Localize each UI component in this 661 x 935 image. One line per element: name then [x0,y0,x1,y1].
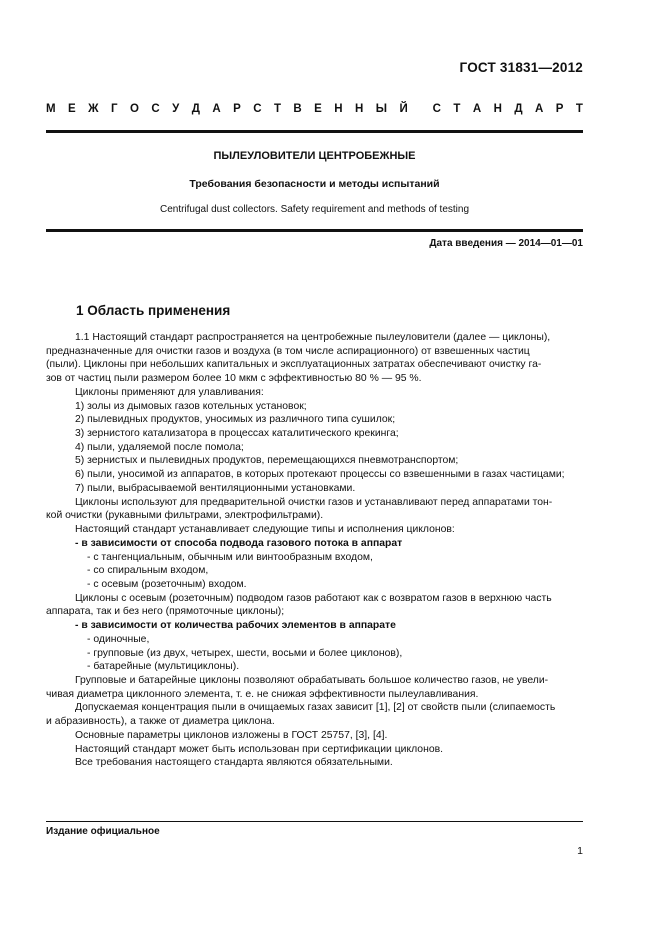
text-line: Все требования настоящего стандарта являются обязательными. [75,757,393,769]
list-item: 2) пылевидных продуктов, уносимых из различного типа сушилок; [75,414,396,426]
title-rule [46,229,583,232]
list-heading: - в зависимости от способа подвода газового потока в аппарат [75,537,403,549]
list-item: 6) пыли, уносимой из аппаратов, в которых протекают процессы со взвешенными в газах частицами; [75,469,565,481]
heading-letter: Р [233,103,241,115]
text-line: зов от частиц пыли размером более 10 мкм с эффективностью 80 % — 95 %. [46,373,422,385]
heading-letter: Т [575,103,583,115]
text-line: Групповые и батарейные циклоны позволяют обрабатывать большое количество газов, не увели- [75,674,549,686]
list-item: - с тангенциальным, обычным или винтообразным входом, [87,551,373,563]
text-line: Циклоны используют для предварительной очистки газов и устанавливают перед аппаратами тон- [75,496,553,508]
footer-rule [46,821,583,822]
list-item: 7) пыли, выбрасываемой вентиляционными установками. [75,482,356,494]
heading-letter: Г [110,103,118,115]
heading-letter: Й [399,103,408,115]
list-item: 1) золы из дымовых газов котельных установок; [75,400,307,412]
text-line: Основные параметры циклонов изложены в ГОСТ 25757, [3], [4]. [75,729,388,741]
section-body [46,331,583,770]
text-line: кой очистки (рукавными фильтрами, электрофильтрами). [46,510,324,522]
heading-letter: С [432,103,441,115]
text-line: Настоящий стандарт устанавливает следующие типы и исполнения циклонов: [75,524,455,536]
list-item: 4) пыли, удаляемой после помола; [75,441,244,453]
heading-letter: У [172,103,180,115]
heading-letter: Д [191,103,200,115]
heading-letter: Н [334,103,343,115]
heading-letter: Е [314,103,322,115]
header-rule [46,130,583,133]
text-line: Циклоны применяют для улавливания: [75,386,264,398]
introduction-date: Дата введения — 2014—01—01 [429,238,583,249]
heading-letter: О [129,103,139,115]
text-line: аппарата, так и без него (прямоточные циклоны); [46,606,285,618]
heading-letter: Д [514,103,523,115]
text-line: (пыли). Циклоны при небольших капитальных и эксплуатационных затратах обеспечивают очистку га- [46,359,542,371]
list-item: - одиночные, [87,633,150,645]
list-heading: - в зависимости от количества рабочих элементов в аппарате [75,620,396,632]
interstate-standard-heading [46,103,583,115]
edition-note: Издание официальное [46,826,160,837]
standard-code: ГОСТ 31831—2012 [459,60,583,75]
heading-letter: А [534,103,544,115]
section-heading: 1 Область применения [76,303,231,318]
list-item: 5) зернистых и пылевидных продуктов, перемещающихся пневмотранспортом; [75,455,459,467]
heading-letter: С [253,103,262,115]
heading-letter: Ж [88,103,99,115]
heading-letter: Р [555,103,564,115]
heading-letter: Н [493,103,502,115]
heading-letter: М [46,103,56,115]
document-subtitle: Требования безопасности и методы испытаний [189,178,440,190]
english-title: Centrifugal dust collectors. Safety requirement and methods of testing [159,204,470,215]
text-line: 1.1 Настоящий стандарт распространяется на центробежные пылеуловители (далее — циклоны), [75,332,551,343]
list-item: 3) зернистого катализатора в процессах каталитического крекинга; [75,428,399,440]
list-item: - со спиральным входом, [87,565,209,577]
heading-letter: В [293,103,302,115]
page-number: 1 [577,845,583,857]
text-line: Настоящий стандарт может быть использован при сертификации циклонов. [75,743,443,755]
heading-letter: Ы [375,103,388,115]
heading-letter: Е [68,103,76,115]
text-line: Допускаемая концентрация пыли в очищаемых газах зависит [1], [2] от свойств пыли (слипаемость [75,702,556,714]
heading-letter: Н [355,103,364,115]
text-line: и абразивность), а также от диаметра циклона. [46,716,275,728]
heading-letter: А [212,103,221,115]
heading-letter: Т [453,103,461,115]
text-line: Циклоны с осевым (розеточным) подводом газов работают как с возвратом газов в верхнюю часть [75,592,552,604]
heading-letter: С [151,103,160,115]
text-line: предназначенные для очистки газов и воздуха (в том числе аспирационного) от взвешенных частиц [46,345,530,357]
heading-letter: А [472,103,482,115]
list-item: - батарейные (мультициклоны). [87,661,240,673]
text-line: чивая диаметра циклонного элемента, т. е. не снижая эффективности пылеулавливания. [46,688,479,700]
list-item: - с осевым (розеточным) входом. [87,578,247,590]
list-item: - групповые (из двух, четырех, шести, восьми и более циклонов), [87,647,403,659]
document-title: ПЫЛЕУЛОВИТЕЛИ ЦЕНТРОБЕЖНЫЕ [213,150,416,162]
heading-letter: Т [273,103,281,115]
